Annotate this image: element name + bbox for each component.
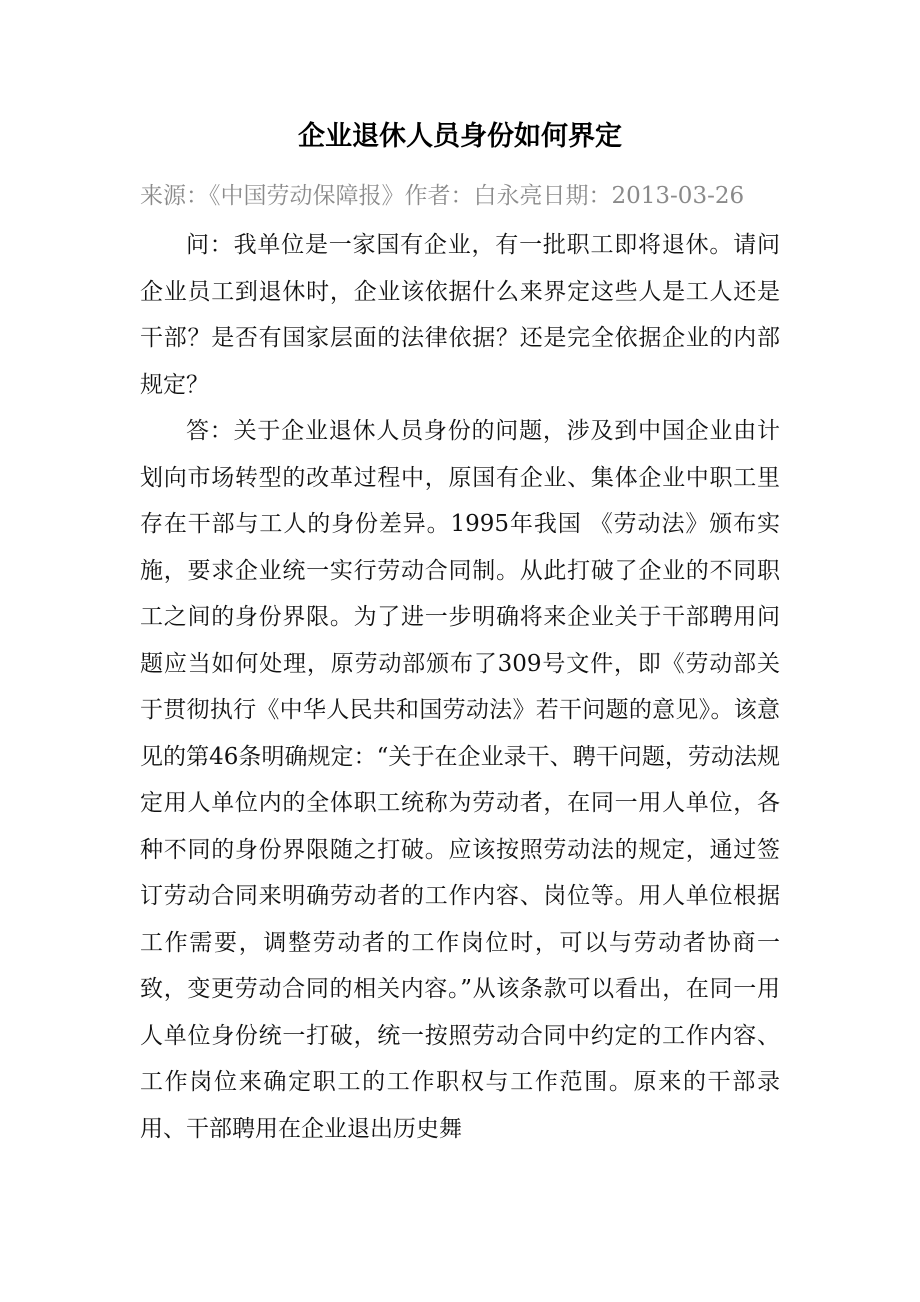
question-paragraph: 问：我单位是一家国有企业，有一批职工即将退休。请问企业员工到退休时，企业该依据什么来界定这些人是工人还是干部？是否有国家层面的法律依据？还是完全依据企业的内部规定？ <box>140 232 780 398</box>
article-body <box>140 222 780 1152</box>
document-title: 企业退休人员身份如何界定 <box>298 121 622 152</box>
source-line: 来源：《中国劳动保障报》作者：白永亮日期：2013-03-26 <box>140 183 745 209</box>
answer-paragraph: 答：关于企业退休人员身份的问题，涉及到中国企业由计划向市场转型的改革过程中，原国有企业、集体企业中职工里存在干部与工人的身份差异。1995年我国 《劳动法》颁布实施，要求企业统一实行劳动合同制。从此打破了企业的不同职工之间的身份界限。为了进一步明确将来企业关于干部聘用问题应当如何处理，原劳动部颁布了309号文件，即《劳动部关于贯彻执行《中华人民共和国劳动法》若干问题的意见》。该意见的第46条明确规定：“关于在企业录干、聘干问题，劳动法规定用人单位内的全体职工统称为劳动者，在同一用人单位，各种不同的身份界限随之打破。应该按照劳动法的规定，通过签订劳动合同来明确劳动者的工作内容、岗位等。用人单位根据工作需要，调整劳动者的工作岗位时，可以与劳动者协商一致，变更劳动合同的相关内容。”从该条款可以看出，在同一用人单位身份统一打破，统一按照劳动合同中约定的工作内容、工作岗位来确定职工的工作职权与工作范围。原来的干部录用、干部聘用在企业退出历史舞 <box>140 418 780 1142</box>
